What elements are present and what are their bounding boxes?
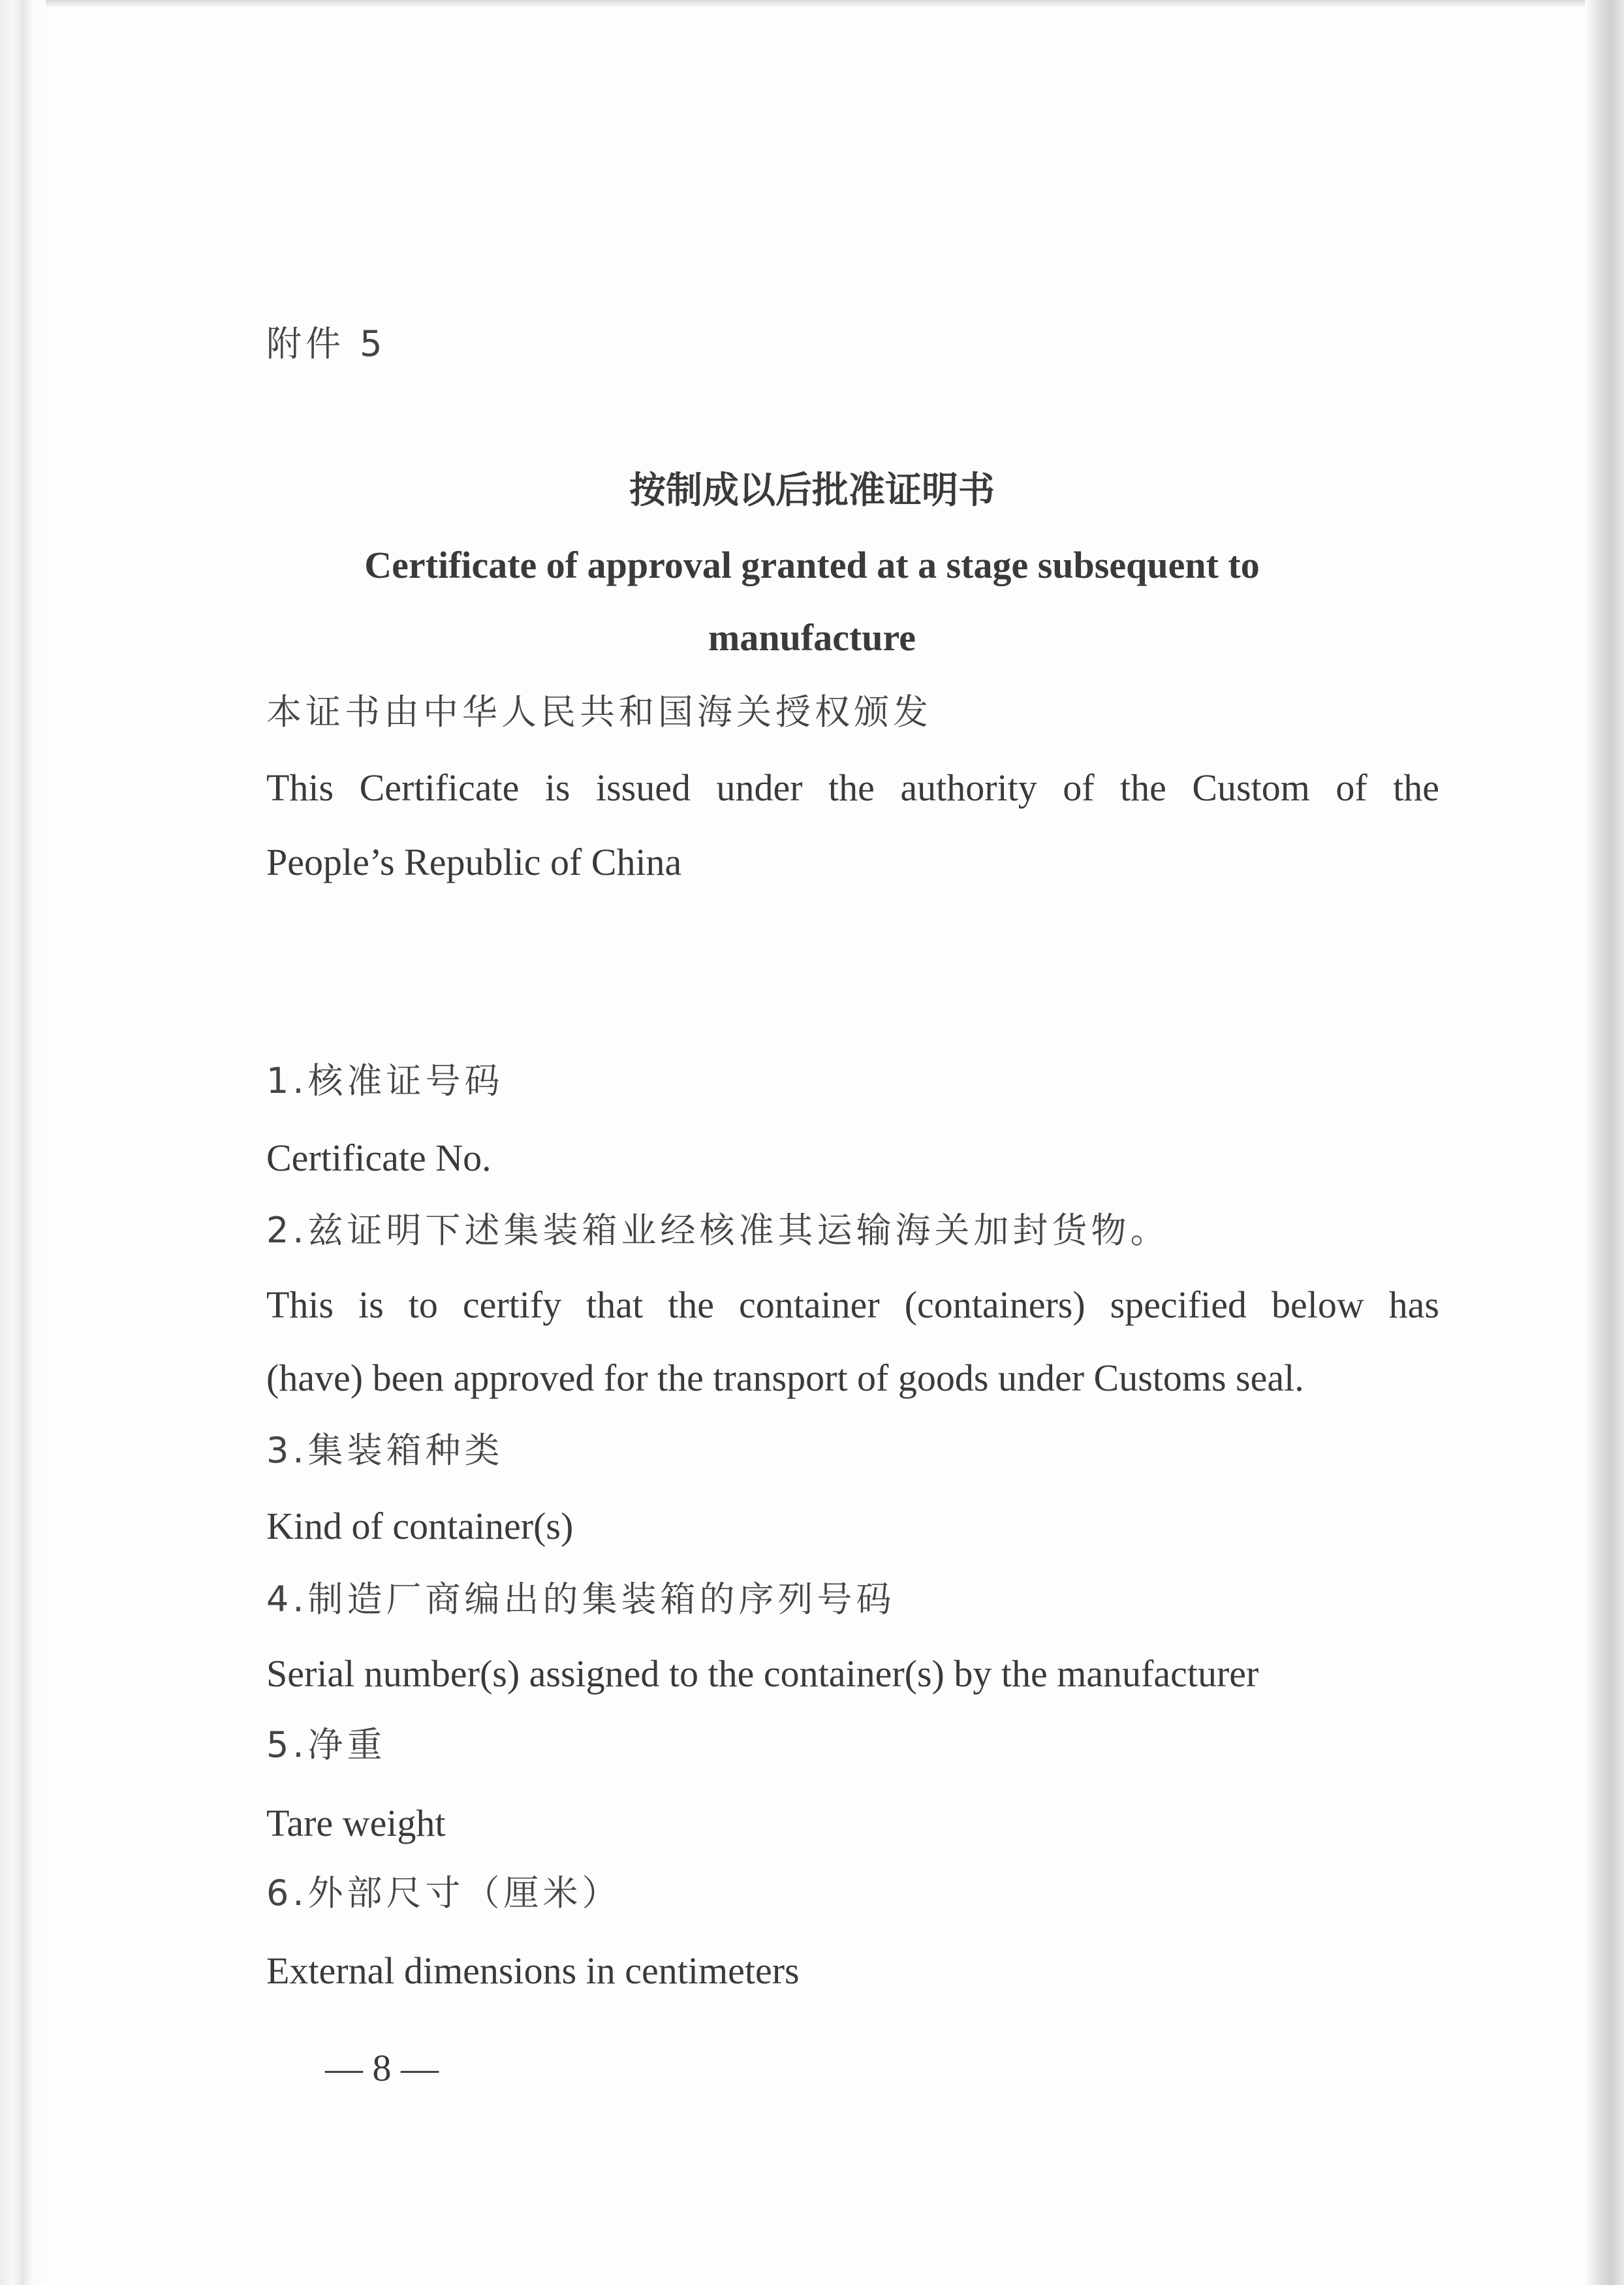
item-2-en-line1: This is to certify that the container (containers) specified below has	[266, 1284, 1439, 1326]
attachment-label: 附件 5	[266, 323, 386, 364]
page-edge-right	[1585, 0, 1624, 2285]
item-6-zh: 6.外部尺寸（厘米）	[266, 1872, 621, 1914]
item-1-en: Certificate No.	[266, 1137, 492, 1179]
item-4-zh: 4.制造厂商编出的集装箱的序列号码	[266, 1579, 896, 1620]
item-2-en-line2: (have) been approved for the transport of goods under Customs seal.	[266, 1357, 1304, 1399]
authority-en-line1: This Certificate is issued under the authority of the Custom of the	[266, 766, 1439, 809]
authority-en-line2: People’s Republic of China	[266, 841, 682, 883]
item-3-en: Kind of container(s)	[266, 1505, 574, 1547]
page-edge-left	[0, 0, 46, 2285]
item-2-zh: 2.兹证明下述集装箱业经核准其运输海关加封货物。	[266, 1210, 1170, 1251]
item-4-en: Serial number(s) assigned to the container(s) by the manufacturer	[266, 1652, 1259, 1695]
item-6-en: External dimensions in centimeters	[266, 1949, 800, 1992]
page-edge-top	[0, 0, 1624, 8]
authority-zh: 本证书由中华人民共和国海关授权颁发	[266, 691, 932, 733]
item-5-en: Tare weight	[266, 1802, 446, 1844]
title-zh: 按制成以后批准证明书	[629, 469, 995, 512]
item-3-zh: 3.集装箱种类	[266, 1430, 504, 1471]
item-1-zh: 1.核准证号码	[266, 1060, 504, 1101]
title-en-line1: Certificate of approval granted at a stage subsequent to	[364, 544, 1260, 586]
page-number: — 8 —	[325, 2047, 439, 2089]
title-en-line2: manufacture	[708, 616, 916, 659]
item-5-zh: 5.净重	[266, 1724, 386, 1765]
